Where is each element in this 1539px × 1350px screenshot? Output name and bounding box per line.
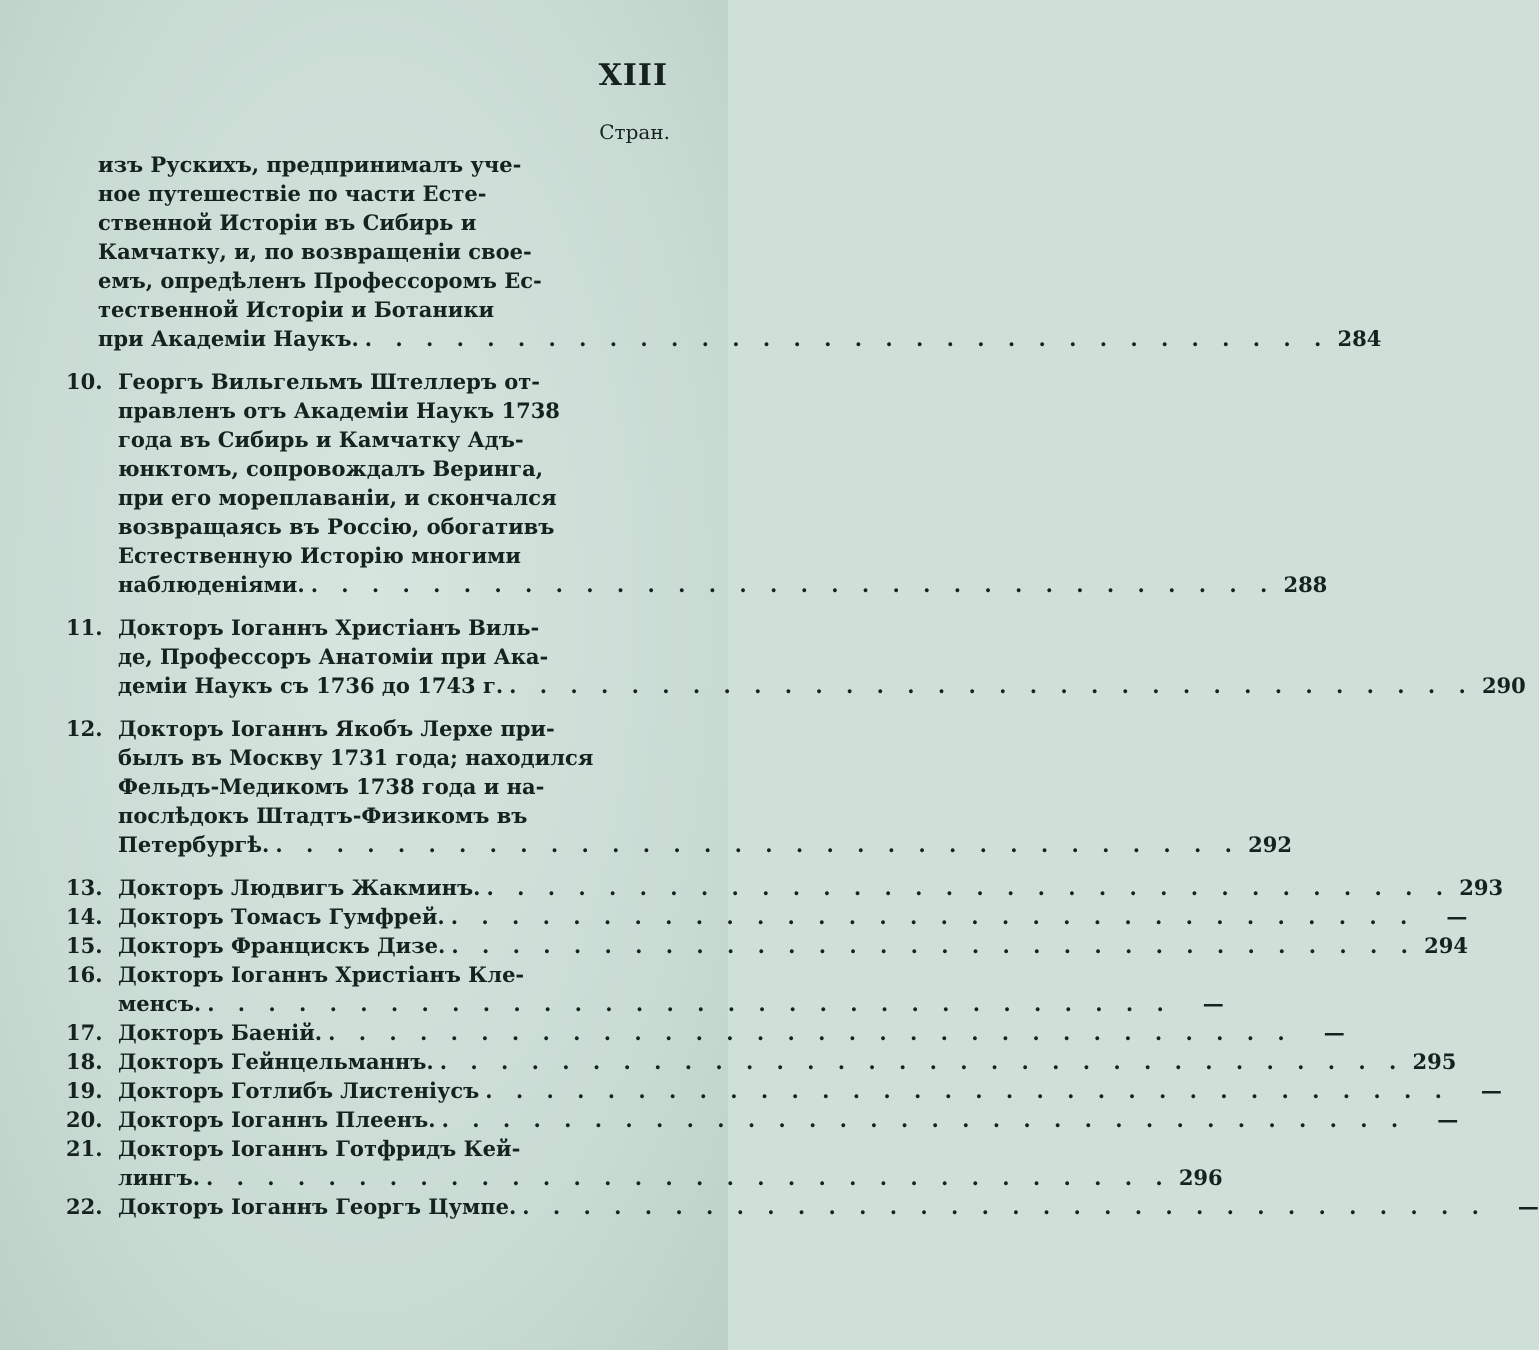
entry-number: 18.	[66, 1049, 103, 1074]
entry-page-ref: 290	[1481, 673, 1526, 698]
entry-page-ref: 296	[1178, 1165, 1223, 1190]
entry-line-text: Докторъ Іоганнъ Христіанъ Виль-	[118, 615, 540, 640]
entry-line-text: ственной Исторіи въ Сибирь и	[98, 210, 477, 235]
entry-line-text: Докторъ Іоганнъ Плеенъ.	[118, 1107, 436, 1132]
entry-line-text: емъ, опредѣленъ Профессоромъ Ес-	[98, 268, 542, 293]
entry-text	[118, 902, 1415, 931]
entry-line-text: ное путешествіе по части Есте-	[98, 181, 487, 206]
entry-line	[118, 902, 1415, 931]
entry-line	[118, 801, 1240, 830]
entry-line-text: Докторъ Іоганнъ Готфридъ Кей-	[118, 1136, 521, 1161]
entry-line	[118, 367, 1275, 396]
entry-text	[118, 714, 1240, 859]
entry-page-ref: 294	[1424, 933, 1468, 958]
entry-line-text: Докторъ Баеній.	[118, 1020, 323, 1045]
entry-line	[118, 541, 1275, 570]
entry-line	[118, 1047, 1404, 1076]
entry-text	[118, 1192, 1487, 1221]
dot-leader	[445, 931, 1416, 960]
entry-line-text: Фельдъ-Медикомъ 1738 года и на-	[118, 774, 545, 799]
toc-entry	[66, 1076, 1502, 1105]
entry-line	[118, 1163, 1171, 1192]
entry-line	[118, 1018, 1293, 1047]
toc-entry	[66, 873, 1504, 902]
entry-number: 10.	[66, 369, 103, 394]
dot-leader	[436, 1105, 1407, 1134]
entry-number: 17.	[66, 1020, 103, 1045]
dot-leader	[359, 324, 1330, 353]
entry-page-ref: 292	[1248, 832, 1292, 857]
entry-line	[98, 208, 1329, 237]
entry-line	[118, 396, 1275, 425]
entry-line	[118, 1192, 1487, 1221]
entry-page-ref: —	[1437, 1107, 1459, 1132]
entry-line-text: Докторъ Томасъ Гумфрей.	[118, 904, 445, 929]
entry-line	[118, 873, 1451, 902]
entry-line-text: былъ въ Москву 1731 года; находился	[118, 745, 594, 770]
entry-text	[118, 1018, 1293, 1047]
entry-line	[98, 324, 1329, 353]
entry-text	[118, 367, 1275, 599]
entry-line	[118, 1105, 1406, 1134]
toc-entry	[66, 613, 1526, 700]
entry-line-text: наблюденіями.	[118, 572, 305, 597]
dot-leader	[200, 1163, 1171, 1192]
entry-line-text: Георгъ Вильгельмъ Штеллеръ от-	[118, 369, 540, 394]
entry-text	[118, 1134, 1171, 1192]
entry-line-text: изъ Рускихъ, предпринималъ уче-	[98, 152, 522, 177]
entry-line	[118, 642, 1474, 671]
entry-number: 11.	[66, 615, 103, 640]
entry-line	[118, 512, 1275, 541]
entry-page-ref: 293	[1459, 875, 1504, 900]
entry-number: 16.	[66, 962, 103, 987]
entry-page-ref: —	[1202, 991, 1224, 1016]
entry-number	[66, 150, 98, 353]
entry-page-ref: —	[1517, 1194, 1539, 1219]
entry-page-ref: 295	[1412, 1049, 1457, 1074]
toc-entry	[66, 960, 1224, 1018]
dot-leader	[480, 873, 1451, 902]
dot-leader	[434, 1047, 1405, 1076]
dot-leader	[201, 989, 1172, 1018]
entry-line	[118, 989, 1172, 1018]
entry-line	[118, 613, 1474, 642]
entry-page-ref: —	[1446, 904, 1468, 929]
entry-line	[118, 425, 1275, 454]
entry-line-text: Докторъ Іоганнъ Георгъ Цумпе.	[118, 1194, 517, 1219]
toc-entry	[66, 150, 1382, 353]
toc-entry	[66, 367, 1328, 599]
dot-leader	[516, 1192, 1487, 1221]
entry-line	[98, 179, 1329, 208]
entry-line	[98, 150, 1329, 179]
entry-text	[118, 1105, 1406, 1134]
entry-line	[98, 266, 1329, 295]
entry-line-text: Докторъ Готлибъ Листеніусъ	[118, 1078, 480, 1103]
entry-line-text: Докторъ Іоганнъ Якобъ Лерхе при-	[118, 716, 555, 741]
toc-entry	[66, 1047, 1457, 1076]
entry-line-text: деміи Наукъ съ 1736 до 1743 г.	[118, 673, 504, 698]
dot-leader	[479, 1076, 1450, 1105]
entry-text	[118, 873, 1451, 902]
entry-number: 22.	[66, 1194, 103, 1219]
entry-line	[118, 714, 1240, 743]
entry-line-text: возвращаясь въ Россію, обогативъ	[118, 514, 555, 539]
entry-number: 12.	[66, 716, 103, 741]
toc-entry	[66, 1192, 1539, 1221]
page-column-header: Стран.	[599, 120, 670, 144]
entry-line-text: лингъ.	[118, 1165, 201, 1190]
entry-page-ref: 284	[1337, 326, 1382, 351]
dot-leader	[269, 830, 1240, 859]
entry-line-text: Докторъ Людвигъ Жакминъ.	[118, 875, 481, 900]
entry-line	[118, 772, 1240, 801]
entry-line	[118, 671, 1474, 700]
entry-line	[98, 237, 1329, 266]
entry-text	[118, 1047, 1404, 1076]
entry-text	[118, 931, 1416, 960]
dot-leader	[305, 570, 1276, 599]
dot-leader	[503, 671, 1474, 700]
toc-entry	[66, 931, 1468, 960]
entry-line	[118, 743, 1240, 772]
toc-entry	[66, 1105, 1459, 1134]
entry-number: 14.	[66, 904, 103, 929]
entry-line-text: правленъ отъ Академіи Наукъ 1738	[118, 398, 560, 423]
entry-line-text: Петербургѣ.	[118, 832, 270, 857]
entry-page-ref: —	[1323, 1020, 1345, 1045]
toc-entry	[66, 1018, 1345, 1047]
entry-line	[118, 830, 1240, 859]
entry-number: 19.	[66, 1078, 103, 1103]
dot-leader	[322, 1018, 1293, 1047]
entry-line	[118, 1134, 1171, 1163]
entry-line-text: менсъ.	[118, 991, 202, 1016]
table-of-contents	[66, 150, 1539, 1221]
entry-text	[98, 150, 1329, 353]
entry-line	[118, 1076, 1450, 1105]
entry-page-ref: 288	[1283, 572, 1328, 597]
entry-line-text: тественной Исторіи и Ботаники	[98, 297, 495, 322]
entry-line	[118, 570, 1275, 599]
entry-line	[118, 960, 1172, 989]
entry-number: 15.	[66, 933, 103, 958]
entry-line-text: Докторъ Іоганнъ Христіанъ Кле-	[118, 962, 525, 987]
entry-text	[118, 960, 1172, 1018]
entry-text	[118, 1076, 1450, 1105]
entry-line-text: Докторъ Гейнцельманнъ.	[118, 1049, 434, 1074]
toc-entry	[66, 1134, 1223, 1192]
entry-line	[118, 483, 1275, 512]
entry-line	[118, 454, 1275, 483]
entry-page-ref: —	[1480, 1078, 1502, 1103]
toc-entry	[66, 714, 1292, 859]
entry-number: 20.	[66, 1107, 103, 1132]
entry-line-text: при Академіи Наукъ.	[98, 326, 359, 351]
entry-line-text: года въ Сибирь и Камчатку Адъ-	[118, 427, 524, 452]
entry-line	[98, 295, 1329, 324]
entry-line-text: Докторъ Францискъ Дизе.	[118, 933, 446, 958]
entry-line-text: юнктомъ, сопровождалъ Веринга,	[118, 456, 544, 481]
entry-line-text: Естественную Исторію многими	[118, 543, 521, 568]
entry-line-text: при его мореплаваніи, и скончался	[118, 485, 557, 510]
entry-text	[118, 613, 1474, 700]
entry-line-text: Камчатку, и, по возвращеніи свое-	[98, 239, 532, 264]
page-number: XIII	[598, 58, 668, 93]
dot-leader	[445, 902, 1416, 931]
entry-line-text: де, Профессоръ Анатоміи при Ака-	[118, 644, 549, 669]
toc-entry	[66, 902, 1468, 931]
entry-number: 21.	[66, 1136, 103, 1161]
entry-line	[118, 931, 1416, 960]
entry-number: 13.	[66, 875, 103, 900]
entry-line-text: послѣдокъ Штадтъ-Физикомъ въ	[118, 803, 528, 828]
